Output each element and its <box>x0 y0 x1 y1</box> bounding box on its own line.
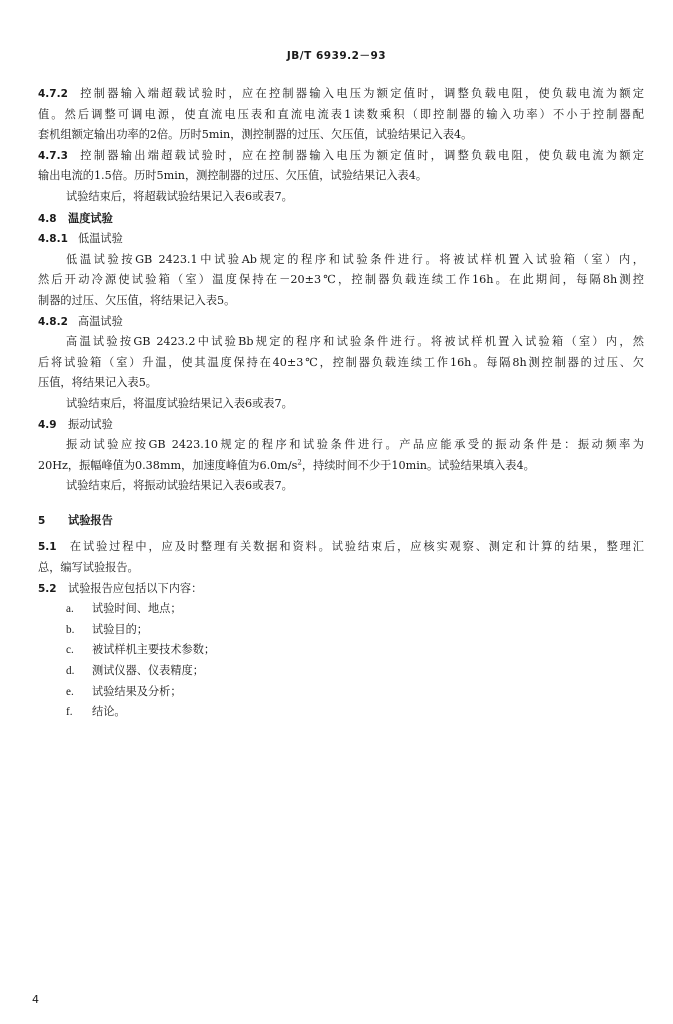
clause-4-7-2-line-2: 值。然后调整可调电源，使直流电压表和直流电流表1读数乘积（即控制器的输入功率）不小于控制器配 <box>38 107 644 121</box>
clause-number: 4.9 <box>38 418 57 431</box>
standard-code-header: JB/T 6939.2－93 <box>286 50 387 62</box>
clause-number: 4.8.1 <box>38 233 68 246</box>
clause-number: 4.7.3 <box>38 149 68 162</box>
clause-title: 低温试验 <box>78 232 123 246</box>
clause-text: 控制器输出端超载试验时，应在控制器输入电压为额定值时，调整负载电阻，使负载电流为额定 <box>78 148 644 162</box>
clause-4-7-3-line-1 <box>38 146 644 167</box>
clause-4-9-line-3: 试验结束后，将振动试验结果记入表6或表7。 <box>66 479 293 493</box>
spacer <box>38 497 644 510</box>
clause-text: 试验报告应包括以下内容： <box>68 581 203 595</box>
clause-4-8-2-line-4: 试验结束后，将温度试验结果记入表6或表7。 <box>66 396 293 410</box>
list-item-text: 结论。 <box>92 705 126 719</box>
clause-4-8-1-line-2: 然后开动冷源使试验箱（室）温度保持在－20±3℃，控制器负载连续工作16h。在此期间，每隔8h测控 <box>38 273 644 287</box>
list-item-label: e. <box>66 685 74 698</box>
list-item <box>38 661 644 682</box>
clause-4-9-heading <box>38 415 644 436</box>
clause-number: 5.1 <box>38 541 57 554</box>
clause-4-8-2-heading <box>38 312 644 333</box>
page-body <box>38 84 644 723</box>
chapter-title: 试验报告 <box>68 512 113 527</box>
clause-4-7-2-line-1 <box>38 84 644 105</box>
list-item-label: a. <box>66 603 74 616</box>
list-item-label: c. <box>66 644 74 657</box>
clause-4-8-2-line-1: 高温试验按GB 2423.2中试验Bb规定的程序和试验条件进行。将被试样机置入试验箱（室）内，然 <box>66 335 644 349</box>
chapter-number: 5 <box>38 514 46 527</box>
list-item-label: b. <box>66 623 75 636</box>
page-number: 4 <box>32 993 39 1006</box>
clause-text: 控制器输入端超载试验时，应在控制器输入电压为额定值时，调整负载电阻，使负载电流为额定 <box>78 87 644 100</box>
list-item <box>38 702 644 723</box>
chapter-5-heading <box>38 510 644 532</box>
list-item <box>38 599 644 620</box>
section-4-8-heading <box>38 208 644 230</box>
superscript: 2 <box>297 457 302 466</box>
clause-5-2-line-1 <box>38 579 644 600</box>
list-item-text: 试验时间、地点； <box>92 602 182 616</box>
section-number: 4.8 <box>38 212 57 225</box>
clause-title: 振动试验 <box>68 417 113 431</box>
clause-4-8-1-heading <box>38 229 644 250</box>
clause-5-1-line-2: 总，编写试验报告。 <box>38 561 139 575</box>
list-item-text: 测试仪器、仪表精度； <box>92 664 204 678</box>
list-item <box>38 682 644 703</box>
clause-4-7-3-line-2: 输出电流的1.5倍。历时5min，测控制器的过压、欠压值，试验结果记入表4。 <box>38 169 428 183</box>
clause-5-1-line-1 <box>38 537 644 558</box>
clause-text: ，持续时间不少于10min。试验结果填入表4。 <box>301 458 535 472</box>
list-item <box>38 620 644 641</box>
clause-4-7-3-line-3: 试验结束后，将超载试验结果记入表6或表7。 <box>66 189 293 203</box>
clause-4-9-line-2 <box>38 456 644 477</box>
list-item-label: d. <box>66 665 75 678</box>
clause-4-7-2-line-3: 套机组额定输出功率的2倍。历时5min，测控制器的过压、欠压值，试验结果记入表4。 <box>38 128 473 142</box>
clause-text: 20Hz，振幅峰值为0.38mm，加速度峰值为6.0m/s <box>38 458 298 472</box>
list-item <box>38 640 644 661</box>
section-title: 温度试验 <box>68 210 113 225</box>
clause-4-8-1-line-3: 制器的过压、欠压值，将结果记入表5。 <box>38 293 236 307</box>
clause-number: 5.2 <box>38 582 57 595</box>
list-item-text: 试验结果及分析； <box>92 684 182 698</box>
clause-4-8-2-line-2: 后将试验箱（室）升温，使其温度保持在40±3℃，控制器负载连续工作16h。每隔8h测控制器的过压、欠 <box>38 355 644 369</box>
clause-title: 高温试验 <box>78 314 123 328</box>
clause-4-8-2-line-3: 压值，将结果记入表5。 <box>38 376 157 390</box>
clause-text: 在试验过程中，应及时整理有关数据和资料。试验结束后，应核实观察、测定和计算的结果，整理汇 <box>68 540 644 554</box>
clause-4-9-line-1: 振动试验应按GB 2423.10规定的程序和试验条件进行。产品应能承受的振动条件是：振动频率为 <box>66 438 644 452</box>
clause-number: 4.8.2 <box>38 315 68 328</box>
list-item-label: f. <box>66 706 73 719</box>
list-item-text: 被试样机主要技术参数； <box>92 643 216 657</box>
clause-4-8-1-line-1: 低温试验按GB 2423.1中试验Ab规定的程序和试验条件进行。将被试样机置入试验箱（室）内， <box>66 252 644 266</box>
list-item-text: 试验目的； <box>92 622 148 636</box>
clause-number: 4.7.2 <box>38 88 68 100</box>
